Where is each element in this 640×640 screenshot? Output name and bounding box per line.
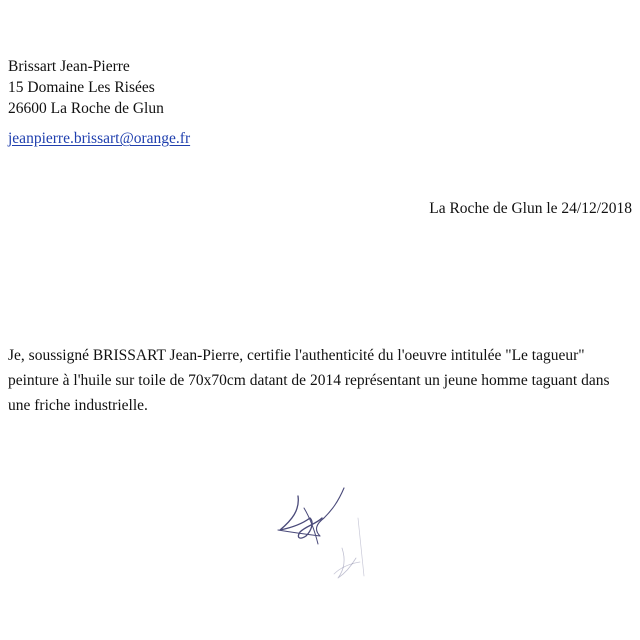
sender-address-line1: 15 Domaine Les Risées (8, 79, 155, 96)
body-line-1: Je, soussigné BRISSART Jean-Pierre, certifie l'authenticité du l'oeuvre intitulée "Le tagueur" (8, 347, 585, 364)
body-line-2: peinture à l'huile sur toile de 70x70cm datant de 2014 représentant un jeune homme taguant dans (8, 372, 610, 389)
certificate-body (8, 343, 632, 418)
signature-stroke-cross (304, 508, 318, 544)
handwritten-signature (270, 478, 380, 588)
place-and-date: La Roche de Glun le 24/12/2018 (429, 200, 632, 217)
sender-email-link[interactable]: jeanpierre.brissart@orange.fr (8, 130, 191, 147)
signature-stroke-faint-1 (338, 548, 356, 578)
signature-stroke-faint-3 (334, 562, 360, 574)
body-line-3: une friche industrielle. (8, 397, 148, 414)
sender-name: Brissart Jean-Pierre (8, 58, 130, 75)
sender-address-line2: 26600 La Roche de Glun (8, 100, 164, 117)
sender-block (8, 56, 164, 119)
signature-stroke-faint-2 (358, 518, 364, 576)
